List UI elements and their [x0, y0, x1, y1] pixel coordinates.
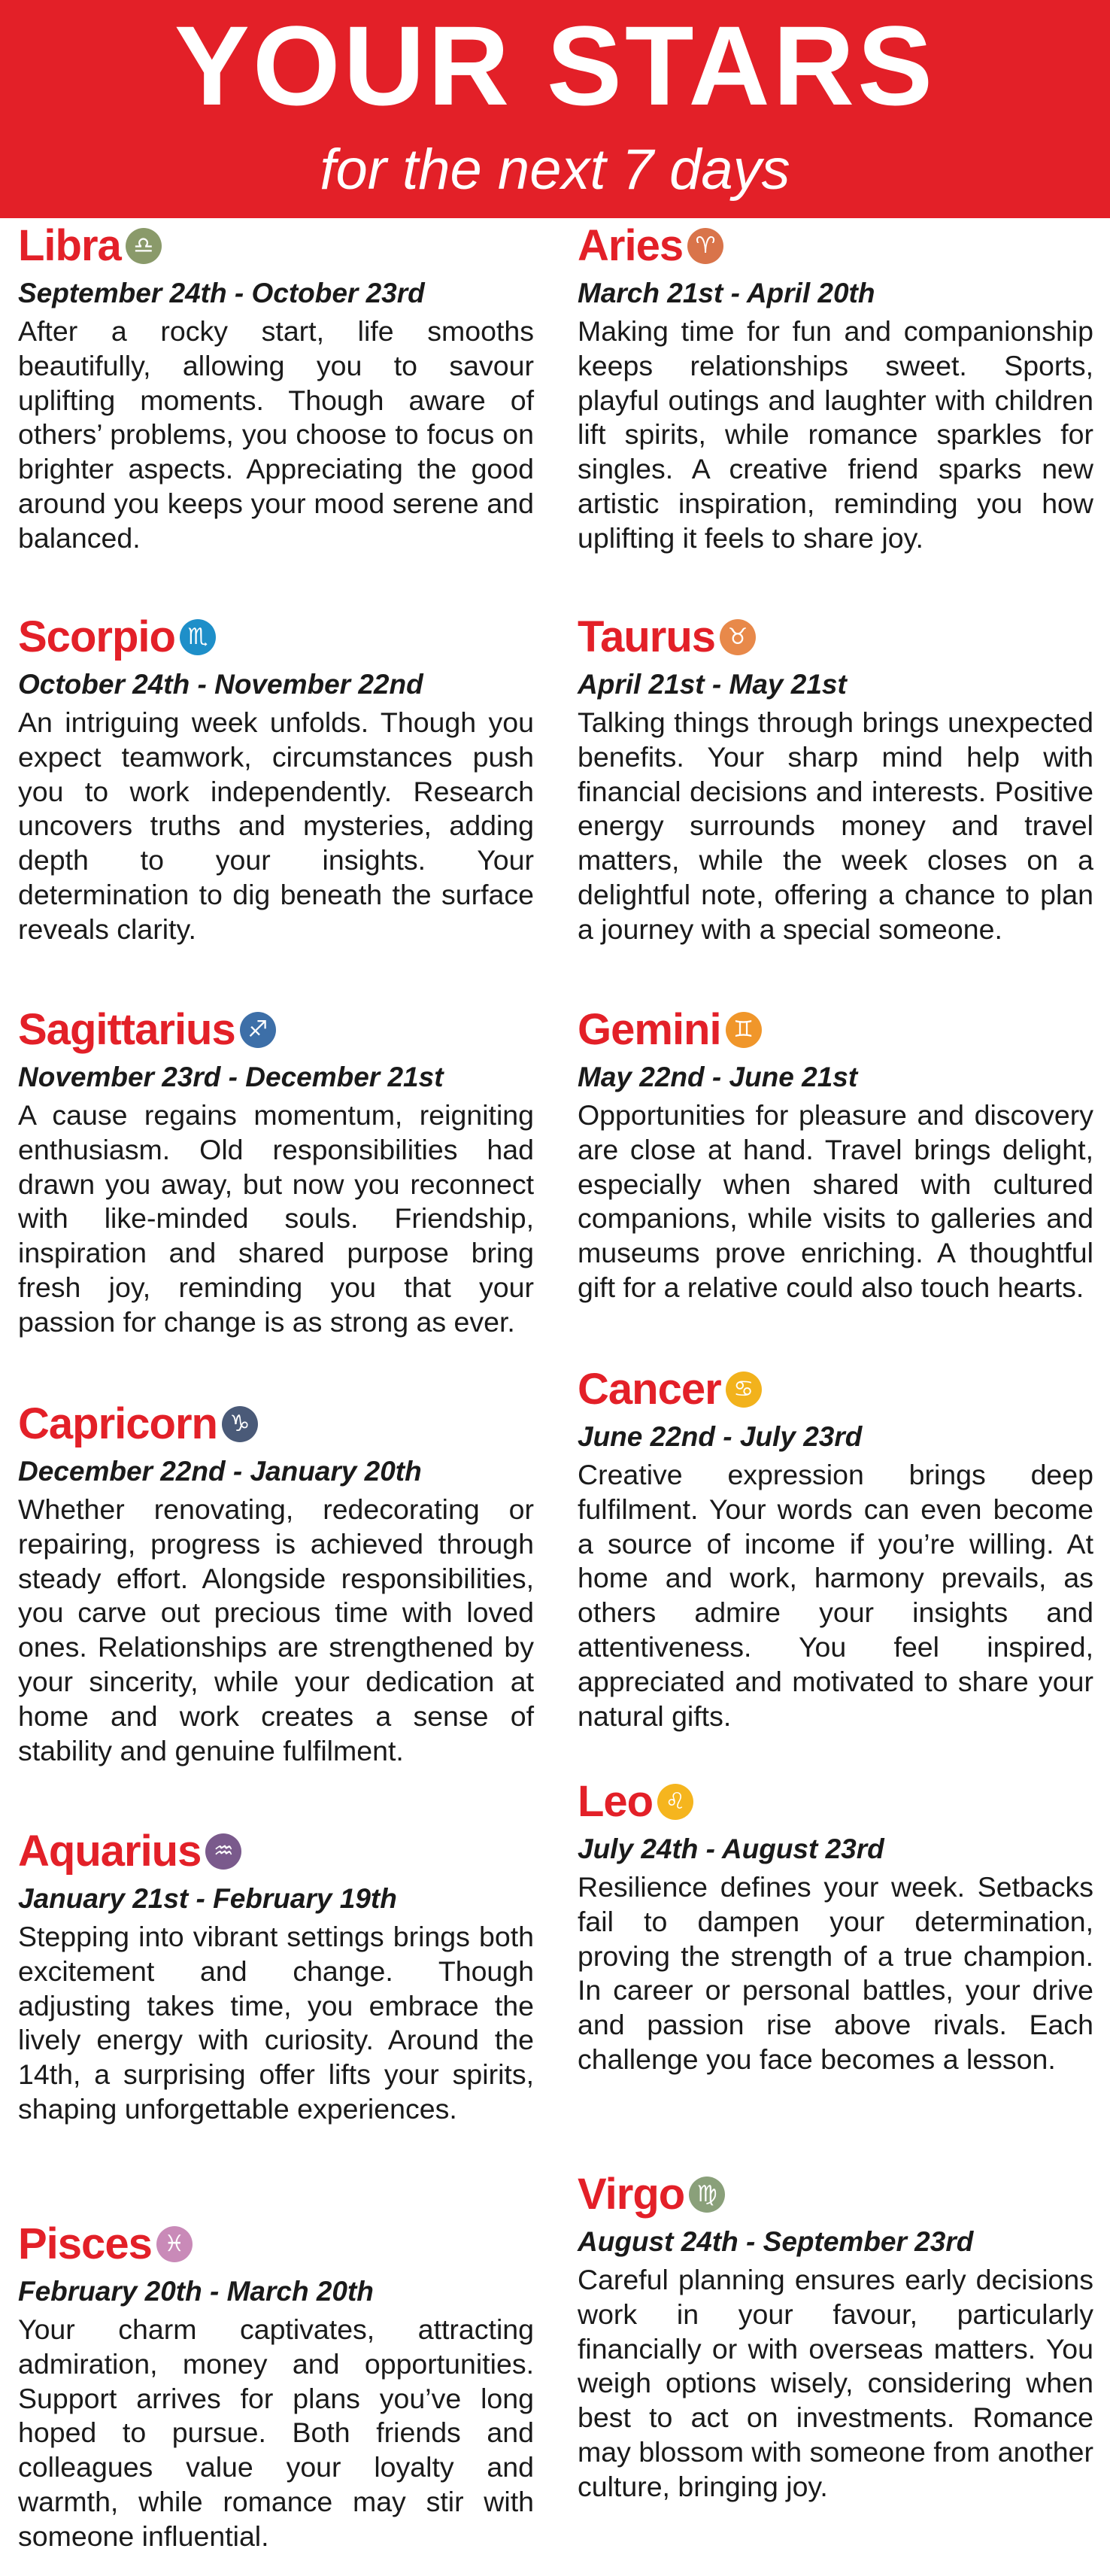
aries-icon: ♈ [687, 228, 723, 264]
sign-description: Talking things through brings unexpected benefits. Your sharp mind help with financial decisions and interests. Positive energy surrounds money and travel matters, while the week closes on a delightful note, offering a chance to plan a journey with a special someone. [578, 706, 1093, 945]
sign-header [18, 609, 534, 665]
sign-description: Whether renovating, redecorating or repairing, progress is achieved through steady effort. Alongside responsibilities, you carve out precious time with loved ones. Relationships are strengthened by your sincerity, while your dedication at home and work creates a sense of stability and genuine fulfilment. [18, 1493, 534, 1766]
sign-name: Cancer [578, 1365, 721, 1414]
sign-dates: October 24th - November 22nd [18, 669, 423, 700]
header-banner [0, 0, 1110, 218]
sagittarius-icon: ♐ [240, 1012, 276, 1048]
sign-name: Aquarius [18, 1827, 202, 1876]
sign-description: After a rocky start, life smooths beautifully, allowing you to savour uplifting moments. Though aware of others’ problems, you choose to focus on brighter aspects. Appreciating the good around you keeps your mood serene and balanced. [18, 315, 534, 554]
page-subtitle: for the next 7 days [320, 138, 790, 202]
sign-name: Capricorn [18, 1399, 217, 1448]
sign-header [18, 2216, 534, 2272]
sign-name: Leo [578, 1777, 654, 1826]
sign-header [578, 218, 1093, 274]
sign-header [578, 1362, 1093, 1417]
sign-dates: December 22nd - January 20th [18, 1456, 422, 1487]
virgo-icon: ♍ [689, 2177, 725, 2213]
sign-description: Making time for fun and companionship keeps relationships sweet. Sports, playful outings and laughter with children lift spirits, while romance sparkles for singles. A creative friend sparks new artistic inspiration, reminding you how uplifting it feels to share joy. [578, 315, 1093, 554]
horoscope-libra [18, 218, 534, 556]
horoscope-taurus [578, 609, 1093, 947]
sign-name: Aries [578, 221, 684, 270]
sign-description: Opportunities for pleasure and discovery are close at hand. Travel brings delight, especially when shared with cultured companions, while visits to galleries and museums prove enriching. A thoughtful gift for a relative could also touch hearts. [578, 1099, 1093, 1303]
sign-header [578, 1774, 1093, 1830]
pisces-icon: ♓ [156, 2226, 193, 2262]
scorpio-icon: ♏ [180, 619, 216, 655]
capricorn-icon: ♑ [222, 1406, 258, 1442]
sign-name: Sagittarius [18, 1005, 235, 1054]
horoscope-virgo [578, 2167, 1093, 2505]
sign-header [578, 1002, 1093, 1058]
sign-description: An intriguing week unfolds. Though you expect teamwork, circumstances push you to work independently. Research uncovers truths and mysteries, adding depth to your insights. Your determination to dig beneath the surface reveals clarity. [18, 706, 534, 945]
leo-icon: ♌ [657, 1784, 693, 1820]
sign-name: Scorpio [18, 612, 175, 661]
sign-header [18, 1002, 534, 1058]
page-title: YOUR STARS [174, 2, 936, 129]
horoscope-aries [578, 218, 1093, 556]
sign-dates: January 21st - February 19th [18, 1883, 397, 1914]
horoscope-cancer [578, 1362, 1093, 1733]
sign-name: Pisces [18, 2219, 152, 2268]
sign-name: Virgo [578, 2170, 685, 2219]
sign-dates: February 20th - March 20th [18, 2276, 374, 2307]
taurus-icon: ♉ [720, 619, 756, 655]
sign-description: Stepping into vibrant settings brings both excitement and change. Though adjusting takes time, you embrace the lively energy with curiosity. Around the 14th, a surprising offer lifts your spirits, shaping unforgettable experiences. [18, 1921, 534, 2125]
sign-header [578, 609, 1093, 665]
sign-dates: March 21st - April 20th [578, 278, 875, 308]
sign-description: A cause regains momentum, reigniting enthusiasm. Old responsibilities had drawn you away, but now you reconnect with like-minded souls. Friendship, inspiration and shared purpose bring fresh joy, reminding you that your passion for change is as strong as ever. [18, 1099, 534, 1338]
sign-description: Creative expression brings deep fulfilment. Your words can even become a source of income if you’re willing. At home and work, harmony prevails, as others admire your insights and attentiveness. You feel inspired, appreciated and motivated to share your natural gifts. [578, 1459, 1093, 1732]
cancer-icon: ♋ [726, 1372, 762, 1408]
sign-description: Resilience defines your week. Setbacks fail to dampen your determination, proving the strength of a true champion. In career or personal battles, your drive and passion rise above rivals. Each challenge you face becomes a lesson. [578, 1871, 1093, 2075]
sign-name: Gemini [578, 1005, 721, 1054]
horoscope-leo [578, 1774, 1093, 2077]
sign-name: Libra [18, 221, 121, 270]
horoscope-aquarius [18, 1824, 534, 2127]
gemini-icon: ♊ [726, 1012, 762, 1048]
horoscope-scorpio [18, 609, 534, 947]
sign-header [18, 1824, 534, 1879]
aquarius-icon: ♒ [205, 1833, 241, 1870]
sign-dates: September 24th - October 23rd [18, 278, 425, 308]
sign-dates: November 23rd - December 21st [18, 1062, 444, 1092]
sign-header [18, 1396, 534, 1452]
horoscope-sagittarius [18, 1002, 534, 1340]
libra-icon: ♎ [126, 228, 162, 264]
sign-description: Careful planning ensures early decisions work in your favour, particularly financially or with overseas matters. You weigh options wisely, considering when best to act on investments. Romance may blossom with someone from another culture, bringing joy. [578, 2264, 1093, 2502]
sign-dates: July 24th - August 23rd [578, 1833, 884, 1864]
sign-name: Taurus [578, 612, 716, 661]
sign-dates: April 21st - May 21st [578, 669, 847, 700]
horoscope-pisces [18, 2216, 534, 2554]
horoscope-capricorn [18, 1396, 534, 1768]
sign-header [18, 218, 534, 274]
sign-header [578, 2167, 1093, 2222]
sign-dates: June 22nd - July 23rd [578, 1421, 863, 1452]
sign-dates: August 24th - September 23rd [578, 2226, 974, 2257]
horoscope-gemini [578, 1002, 1093, 1305]
sign-description: Your charm captivates, attracting admiration, money and opportunities. Support arrives for plans you’ve long hoped to pursue. Both friends and colleagues value your loyalty and warmth, while romance may stir with someone influential. [18, 2313, 534, 2552]
sign-dates: May 22nd - June 21st [578, 1062, 858, 1092]
